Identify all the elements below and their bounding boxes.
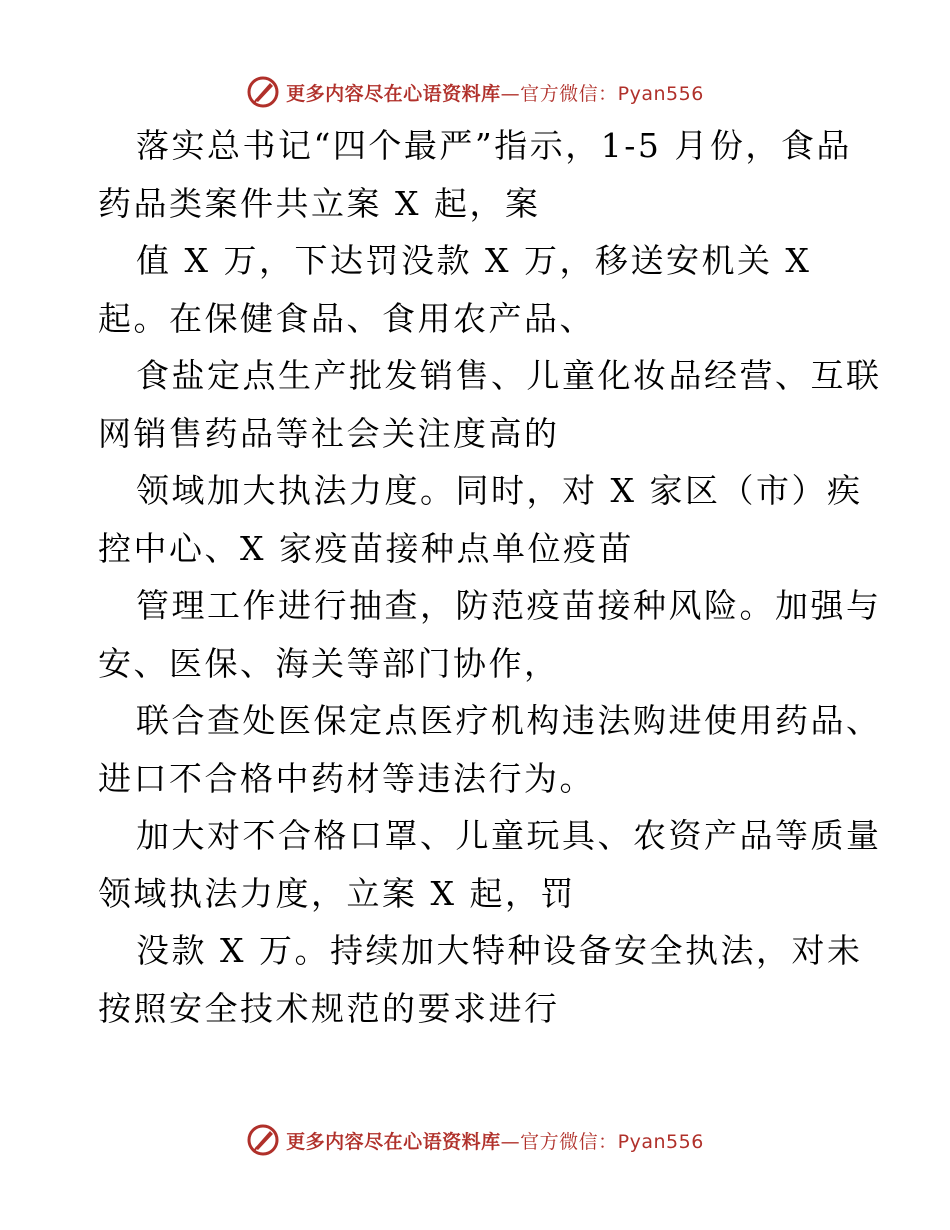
text-line: 领域加大执法力度。同时，对 X 家区（市）疾 (136, 471, 863, 510)
footer-banner (0, 1120, 950, 1160)
text-line: 食盐定点生产批发销售、儿童化妆品经营、互联 (136, 356, 882, 395)
text-line: 管理工作进行抽查，防范疫苗接种风险。加强与 (136, 586, 882, 625)
text-line: 起。在保健食品、食用农产品、 (98, 298, 595, 338)
text-line: 控中心、X 家疫苗接种点单位疫苗 (98, 528, 634, 568)
banner-contact: 官方微信：Pyan556 (520, 1130, 704, 1153)
quill-logo-icon (246, 75, 280, 109)
text-line: 进口不合格中药材等违法行为。 (98, 758, 595, 798)
text-line: 值 X 万，下达罚没款 X 万，移送安机关 X (136, 241, 812, 280)
header-banner (0, 72, 950, 112)
quill-logo-icon (246, 1123, 280, 1157)
text-line: 领域执法力度，立案 X 起，罚 (98, 873, 576, 913)
banner-text (286, 1127, 704, 1154)
banner-contact: 官方微信：Pyan556 (520, 82, 704, 105)
text-line: 没款 X 万。持续加大特种设备安全执法，对未 (136, 931, 863, 970)
text-line: 安、医保、海关等部门协作， (98, 643, 560, 683)
banner-separator: — (500, 82, 521, 105)
text-line: 加大对不合格口罩、儿童玩具、农资产品等质量 (136, 816, 882, 855)
document-body (98, 117, 882, 1037)
banner-main-text: 更多内容尽在心语资料库 (286, 82, 501, 105)
text-line: 落实总书记“四个最严”指示，1-5 月份，食品 (136, 126, 852, 165)
text-line: 联合查处医保定点医疗机构违法购进使用药品、 (136, 701, 882, 740)
banner-separator: — (500, 1130, 521, 1153)
text-line: 药品类案件共立案 X 起，案 (98, 183, 541, 223)
banner-text (286, 79, 704, 106)
banner-main-text: 更多内容尽在心语资料库 (286, 1130, 501, 1153)
text-line: 按照安全技术规范的要求进行 (98, 988, 560, 1028)
text-line: 网销售药品等社会关注度高的 (98, 413, 560, 453)
